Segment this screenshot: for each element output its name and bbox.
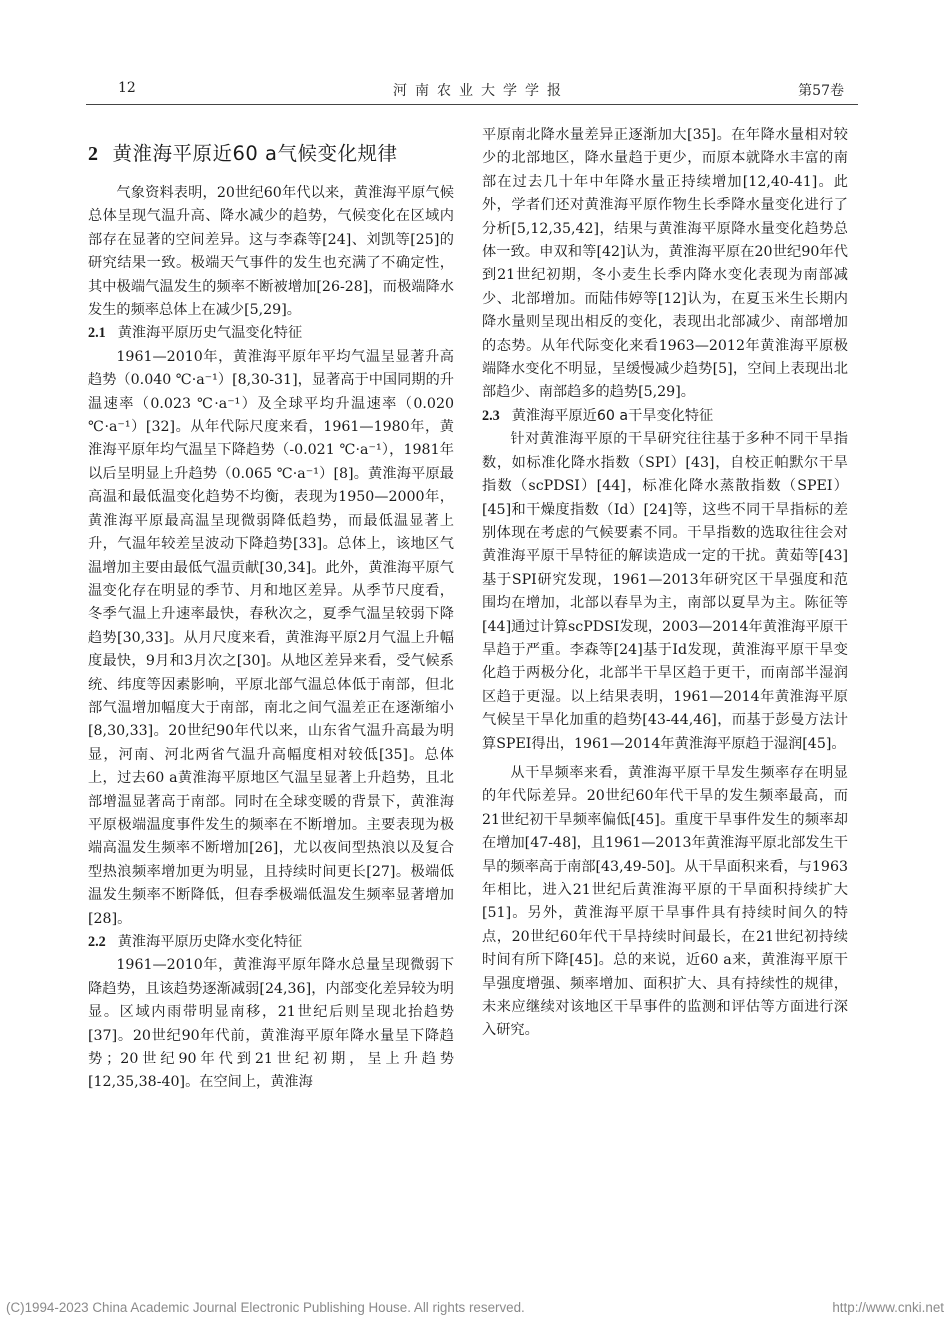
section-title: 黄淮海平原近60 a气候变化规律 xyxy=(112,142,398,165)
intro-paragraph: 气象资料表明，20世纪60年代以来，黄淮海平原气候总体呈现气温升高、降水减少的趋势，气候变化在区域内部存在显著的空间差异。这与李森等[24]、刘凯等[25]的研究结果一致。极端天气事件的发生也充满了不确定性，其中极端气温发生的频率不断被增加[26-28]，而极端降水发生的频率总体上在减少[5,29]。 xyxy=(88,185,454,319)
paragraph-drought-indices: 针对黄淮海平原的干旱研究往往基于多种不同干旱指数，如标准化降水指数（SPI）[43]，自校正帕默尔干旱指数（scPDSI）[44]，标准化降水蒸散指数（SPEI）[45]和干燥度指数（Id）[24]等，这些不同干旱指标的差别体现在考虑的气候要素不同。干旱指数的选取往往会对黄淮海平原干旱特征的解读造成一定的干扰。黄茹等[43]基于SPI研究发现，1961—2013年研究区干旱强度和范围均在增加，北部以春旱为主，南部以夏旱为主。陈征等[44]通过计算scPDSI发现，2003—2014年黄淮海平原干旱趋于严重。李森等[24]基于Id发现，黄淮海平原干旱变化趋于两极分化，北部半干旱区趋于更干，而南部半湿润区趋于更湿。以上结果表明，1961—2014年黄淮海平原气候呈干旱化加重的趋势[43-44,46]，而基于彭曼方法计算SPEI得出，1961—2014年黄淮海平原趋于湿润[45]。 xyxy=(482,431,848,752)
paragraph-drought-frequency: 从干旱频率来看，黄淮海平原干旱发生频率存在明显的年代际差异。20世纪60年代干旱的发生频率最高，而21世纪初干旱频率偏低[45]。重度干旱事件发生的频率却在增加[47-48]，且1961—2013年黄淮海平原北部发生干旱的频率高于南部[43,49-50]。从干旱面积来看，与1963年相比，进入21世纪后黄淮海平原的干旱面积持续扩大[51]。另外，黄淮海平原干旱事件具有持续时间久的特点，20世纪60年代干旱持续时间最长，在21世纪初持续时间有所下降[45]。总的来说，近60 a来，黄淮海平原干旱强度增强、频率增加、面积扩大、具有持续性的规律，未来应继续对该地区干旱事件的监测和评估等方面进行深入研究。 xyxy=(482,764,849,1039)
journal-title: 河南农业大学学报 xyxy=(393,83,569,99)
running-header xyxy=(118,78,844,104)
publisher-url[interactable]: http://www.cnki.net xyxy=(832,1300,944,1315)
subsection-title: 黄淮海平原历史气温变化特征 xyxy=(117,325,303,342)
subsection-number: 2.2 xyxy=(88,934,106,950)
subsection-heading-2-1 xyxy=(88,322,454,345)
subsection-title: 黄淮海平原历史降水变化特征 xyxy=(117,934,303,950)
paragraph-precipitation: 1961—2010年，黄淮海平原年降水总量呈现微弱下降趋势，且该趋势逐渐减弱[24,36]，内部变化差异较为明显。区域内雨带明显南移，21世纪后则呈现北抬趋势[37]。20世纪90年代前，黄淮海平原年降水量呈下降趋势；20世纪90年代到21世纪初期，呈上升趋势[12,35,38-40]。在空间上，黄淮海 xyxy=(88,957,454,1091)
subsection-title: 黄淮海平原近60 a干旱变化特征 xyxy=(511,407,714,424)
left-column xyxy=(88,124,454,1095)
section-heading xyxy=(88,140,454,168)
volume-label: 第57卷 xyxy=(798,83,844,99)
subsection-heading-2-2 xyxy=(88,931,454,954)
section-number: 2 xyxy=(88,143,99,165)
header-rule xyxy=(86,104,858,105)
subsection-number: 2.1 xyxy=(88,325,106,342)
footer xyxy=(6,1300,944,1315)
paragraph-temperature: 1961—2010年，黄淮海平原年平均气温呈显著升高趋势（0.040 ℃·a⁻¹）[8,30-31]，显著高于中国同期的升温速率（0.023 ℃·a⁻¹）及全球平均升温速率（0.020 ℃·a⁻¹）[32]。从年代际尺度来看，1961—1980年，黄淮海平原年均气温呈下降趋势（-0.021 ℃·a⁻¹），1981年以后呈明显上升趋势（0.065 ℃·a⁻¹）[8]。黄淮海平原最高温和最低温变化趋势不均衡，表现为1950—2000年，黄淮海平原最高温呈现微弱降低趋势，而最低温显著上升，气温年较差呈波动下降趋势[33]。总体上，该地区气温增加主要由最低气温贡献[30,34]。此外，黄淮海平原气温变化存在明显的季节、月和地区差异。从季节尺度看，冬季气温上升速率最快，春秋次之，夏季气温呈较弱下降趋势[30,33]。从月尺度来看，黄淮海平原2月气温上升幅度最快，9月和3月次之[30]。从地区差异来看，受气候系统、纬度等因素影响，平原北部气温总体低于南部，但北部气温增加幅度大于南部，南北之间气温差正在逐渐缩小[8,30,33]。20世纪90年代以来，山东省气温升高最为明显，河南、河北两省气温升高幅度相对较低[35]。总体上，过去60 a黄淮海平原地区气温呈显著上升趋势，且北部增温显著高于南部。同时在全球变暖的背景下，黄淮海平原极端温度事件发生的频率在不断增加。主要表现为极端高温发生频率不断增加[26]，尤以夜间型热浪以及复合型热浪频率增加更为明显，且持续时间更长[27]。极端低温发生频率不断降低，但春季极端低温发生频率显著增加[28]。 xyxy=(88,348,454,927)
copyright-notice: (C)1994-2023 China Academic Journal Electronic Publishing House. All rights reserved. xyxy=(6,1300,525,1315)
subsection-number: 2.3 xyxy=(482,407,500,424)
right-column xyxy=(482,124,848,1043)
paragraph-precipitation-continued: 平原南北降水量差异正逐渐加大[35]。在年降水量相对较少的北部地区，降水量趋于更少，而原本就降水丰富的南部在过去几十年中年降水量正持续增加[12,40-41]。此外，学者们还对黄淮海平原作物生长季降水量变化进行了分析[5,12,35,42]，结果与黄淮海平原降水量变化趋势总体一致。申双和等[42]认为，黄淮海平原在20世纪90年代到21世纪初期，冬小麦生长季内降水变化表现为南部减少、北部增加。而陆伟婷等[12]认为，在夏玉米生长期内降水量则呈现出相反的变化，表现出北部减少、南部增加的态势。从年代际变化来看1963—2012年黄淮海平原极端降水变化不明显，呈缓慢减少趋势[5]，空间上表现出北部趋少、南部趋多的趋势[5,29]。 xyxy=(482,127,848,401)
subsection-heading-2-3 xyxy=(482,405,848,428)
page-number: 12 xyxy=(118,80,136,96)
